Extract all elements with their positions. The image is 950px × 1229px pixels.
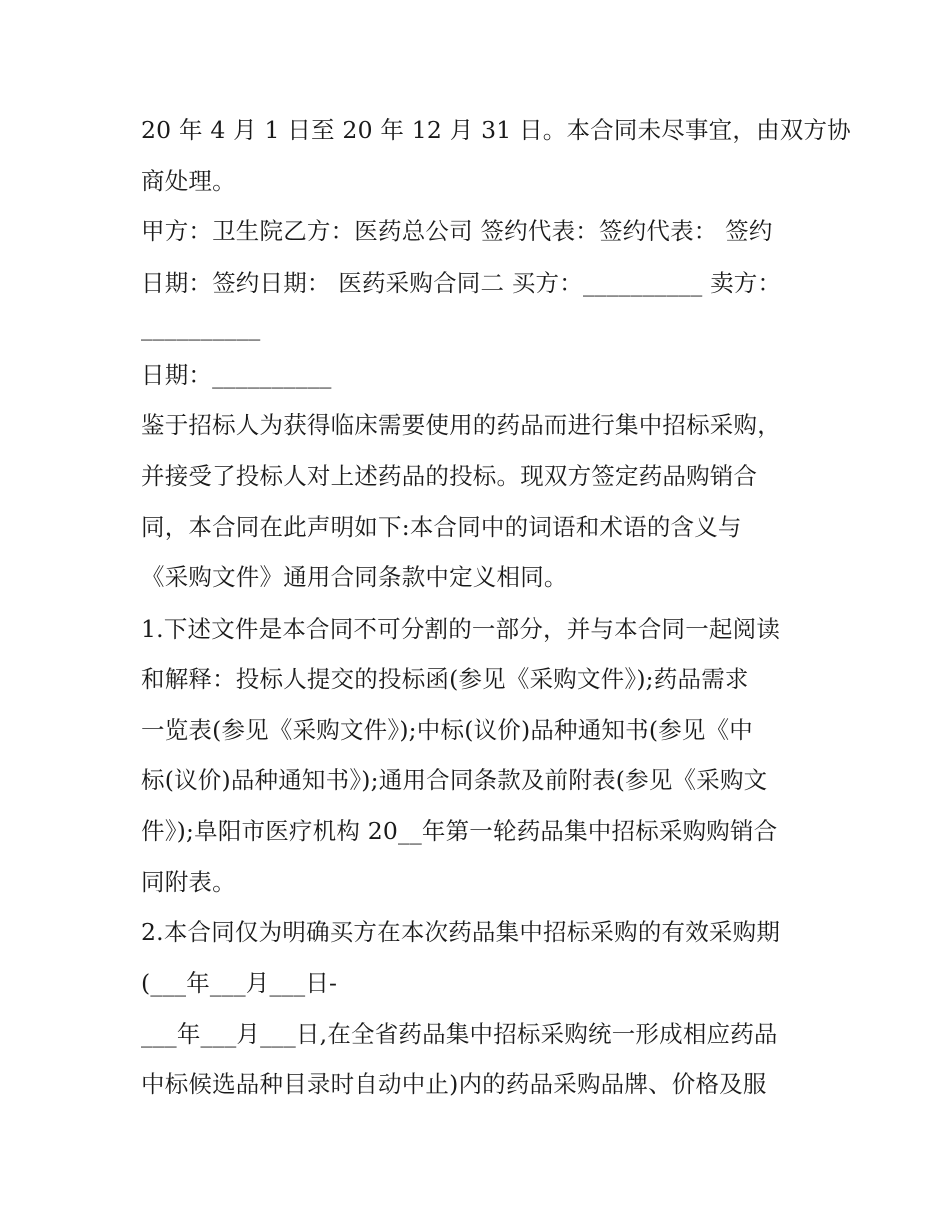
text-line: 20 年 4 月 1 日至 20 年 12 月 31 日。本合同未尽事宜，由双方协 [141,116,851,144]
text-line: __________ [141,313,261,341]
text-line: 和解释：投标人提交的投标函(参见《采购文件》);药品需求 [141,665,749,693]
text-line: 2.本合同仅为明确买方在本次药品集中招标采购的有效采购期 [141,918,781,946]
text-line: 件》);阜阳市医疗机构 20__年第一轮药品集中招标采购购销合 [141,817,778,845]
text-line: 并接受了投标人对上述药品的投标。现双方签定药品购销合 [141,462,758,490]
text-line: 1.下述文件是本合同不可分割的一部分，并与本合同一起阅读 [141,615,781,643]
text-line: 商处理。 [141,167,236,195]
text-line: 标(议价)品种通知书》);通用合同条款及前附表(参见《采购文 [141,766,768,794]
text-line: 日期：签约日期： 医药采购合同二 买方：__________ 卖方： [141,269,782,297]
text-line: 甲方：卫生院乙方：医药总公司 签约代表：签约代表： 签约 [141,217,773,245]
text-line: 同，本合同在此声明如下:本合同中的词语和术语的含义与 [141,513,742,541]
text-line: 鉴于招标人为获得临床需要使用的药品而进行集中招标采购， [141,411,781,439]
text-line: 一览表(参见《采购文件》);中标(议价)品种通知书(参见《中 [141,716,754,744]
text-line: 《采购文件》通用合同条款中定义相同。 [141,563,568,591]
text-line: 同附表。 [141,868,236,896]
text-line: ___年___月___日,在全省药品集中招标采购统一形成相应药品 [141,1020,778,1048]
text-line: 中标候选品种目录时自动中止)内的药品采购品牌、价格及服 [141,1070,767,1098]
text-line: 日期：__________ [141,361,332,389]
text-line: (___年___月___日- [141,969,338,997]
